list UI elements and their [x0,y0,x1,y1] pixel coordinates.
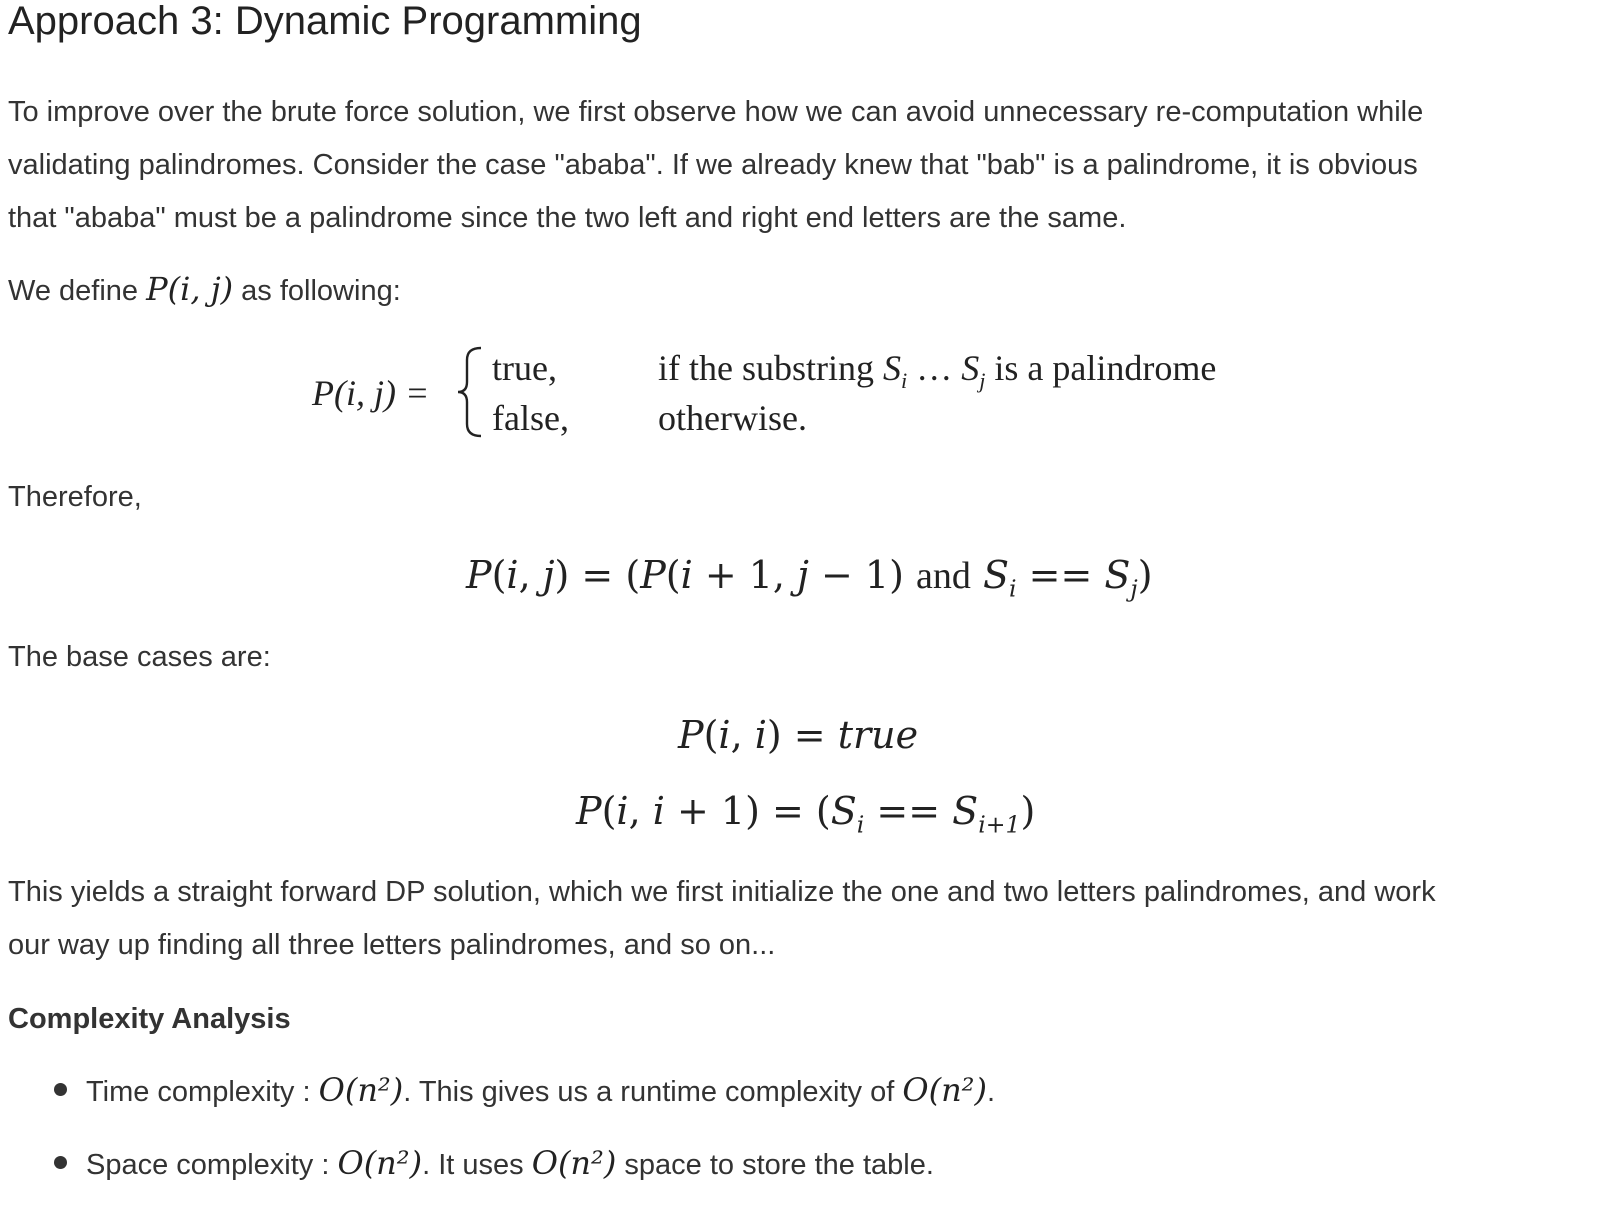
bullet-icon [54,1083,67,1096]
yields-line-1: This yields a straight forward DP solution, which we first initialize the one and two letters palindromes, and work [8,876,1436,908]
time-math-2: O(n²) [902,1071,987,1109]
case-false-condition: otherwise. [658,398,807,438]
space-math-2: O(n²) [531,1144,617,1182]
definition-math: P(i, j) [146,270,234,308]
left-brace-icon [455,346,487,438]
intro-line-2: validating palindromes. Consider the case "ababa". If we already knew that "bab" is a palindrome, it is obvious [8,149,1418,181]
case-true: true, [492,348,557,388]
space-mid: . It uses [422,1149,532,1181]
definition-post: as following: [233,275,401,307]
s-j-symbol: $S_j$ [961,348,986,394]
bullet-icon [54,1156,67,1169]
case-false: false, [492,398,569,438]
condition-ellipsis: … [907,348,962,388]
space-complexity-item [86,1136,934,1192]
intro-line-1: To improve over the brute force solution, we first observe how we can avoid unnecessary re-computation while [8,96,1424,128]
s-i-symbol: $S_i$ [882,348,908,394]
time-mid: . This gives us a runtime complexity of [403,1076,903,1108]
time-complexity-item [86,1063,995,1119]
condition-post: is a palindrome [985,348,1217,388]
time-label: Time complexity : [86,1076,319,1108]
therefore-text: Therefore, [8,481,142,513]
base-cases-intro: The base cases are: [8,641,271,673]
space-math: O(n²) [337,1144,423,1182]
recurrence-equation: P(i, j) = (P(i + 1, j − 1) and $S_i == S_j$) [466,553,1153,603]
definition-pre: We define [8,275,147,307]
time-end: . [986,1076,996,1108]
space-label: Space complexity : [86,1149,338,1181]
yields-line-2: our way up finding all three letters palindromes, and so on... [8,929,776,961]
base-case-2: P(i, $i + 1) = (S_i == S_{i+1})$ [576,789,1036,839]
condition-pre: if the substring [658,348,883,388]
base-case-1: P(i, i) = true [678,713,919,757]
definition-sentence [8,262,401,318]
page-title: Approach 3: Dynamic Programming [8,0,642,43]
complexity-heading: Complexity Analysis [8,1003,291,1035]
piecewise-lhs: P(i, j) = [312,373,430,413]
space-end: space to store the table. [616,1149,934,1181]
intro-line-3: that "ababa" must be a palindrome since the two left and right end letters are the same. [8,202,1127,234]
time-math: O(n²) [318,1071,404,1109]
